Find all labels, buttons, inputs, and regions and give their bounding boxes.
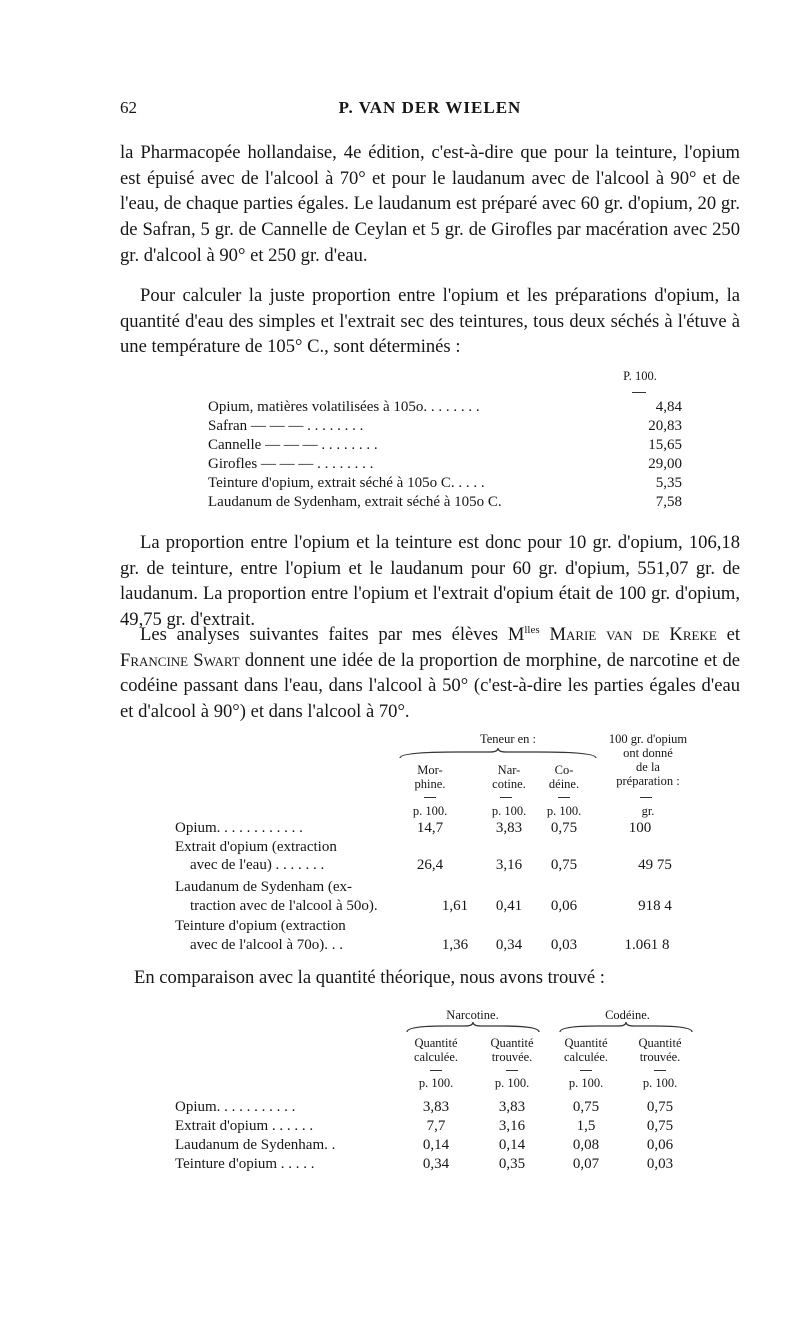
table3-col-2b: trouvée. — [491, 1050, 533, 1064]
table3-col-4b: trouvée. — [639, 1050, 681, 1064]
table3-col-1: Quantité — [414, 1036, 458, 1050]
table2-row-label-cont: traction avec de l'alcool à 50o). — [190, 898, 378, 914]
table2-cell-codeine: 0,03 — [550, 937, 578, 953]
para4-sup: lles — [524, 623, 540, 636]
table3-cell: 3,16 — [498, 1118, 526, 1134]
table3-brace-codeine — [558, 1022, 694, 1034]
table3-cell: 0,08 — [572, 1137, 600, 1153]
table2-row-label-cont: avec de l'alcool à 70o). . . — [190, 937, 344, 953]
table2-row-label-cont: avec de l'eau) . . . . . . . — [190, 857, 325, 873]
table3-cell: 3,83 — [422, 1099, 450, 1115]
table3-col-1b: calculée. — [413, 1050, 459, 1064]
table2-cell-morphine: 14,7 — [416, 820, 444, 836]
table3-col-4: Quantité — [638, 1036, 682, 1050]
table1-unit-header: P. 100. — [623, 369, 657, 383]
table2-col-morphine-2: phine. — [414, 777, 446, 791]
table3-cell: 0,75 — [646, 1099, 674, 1115]
table3-cell: 0,75 — [646, 1118, 674, 1134]
table3-unit: p. 100. — [494, 1076, 530, 1090]
table3-row-label: Extrait d'opium . . . . . . — [175, 1118, 314, 1134]
table2-col-opium-4: préparation : — [616, 774, 680, 788]
running-head: P. VAN DER WIELEN — [338, 98, 522, 117]
table2-cell-codeine: 0,75 — [550, 820, 578, 836]
table2-cell-narcotine: 3,83 — [495, 820, 523, 836]
table3-unit: p. 100. — [418, 1076, 454, 1090]
table1-label: Teinture d'opium, extrait séché à 105o C. . . . . — [208, 475, 485, 491]
para4-before: Les analyses suivantes faites par mes élèves M — [140, 624, 525, 645]
table1-value: 5,35 — [655, 475, 682, 491]
table3-cell: 0,03 — [646, 1156, 674, 1172]
table1-label: Opium, matières volatilisées à 105o. . . . . . . . — [208, 399, 480, 415]
table3-dash — [430, 1070, 442, 1071]
table3-col-3b: calculée. — [563, 1050, 609, 1064]
para4-after: donnent une idée de la proportion de morphine, de narcotine et de codéine passant dans l'eau, dans l'alcool à 50° (c'est-à-dire les parties égales d'eau et d'alcool à 90°) et dans l'alcool à 70°. — [120, 649, 740, 723]
table2-cell-morphine: 26,4 — [416, 857, 444, 873]
table3-cell: 0,14 — [498, 1137, 526, 1153]
table3-row-label: Opium. . . . . . . . . . . — [175, 1099, 296, 1115]
table2-cell-narcotine: 3,16 — [495, 857, 523, 873]
table2-cell-narcotine: 0,41 — [495, 898, 523, 914]
table3-brace-narcotine — [405, 1022, 541, 1034]
para4-between: et — [716, 624, 740, 645]
table3-col-2: Quantité — [490, 1036, 534, 1050]
table2-unit: gr. — [641, 804, 655, 818]
paragraph-5: En comparaison avec la quantité théorique, nous avons trouvé : — [134, 967, 605, 988]
table3-unit: p. 100. — [642, 1076, 678, 1090]
table1-value: 29,00 — [648, 456, 682, 472]
table2-row-label: Opium. . . . . . . . . . . . — [175, 820, 303, 836]
table2-cell-preparation: 1.061 8 — [624, 937, 670, 953]
table2-col-codeine: Co- — [554, 763, 574, 777]
table2-col-narcotine-2: cotine. — [492, 777, 526, 791]
table2-col-opium-1: 100 gr. d'opium — [608, 732, 688, 746]
table1-label: Girofles — — — . . . . . . . . — [208, 456, 374, 472]
table3-group-codeine: Codéine. — [605, 1008, 650, 1022]
table3-cell: 0,34 — [422, 1156, 450, 1172]
table2-unit: p. 100. — [412, 804, 448, 818]
table2-cell-morphine: 1,61 — [441, 898, 469, 914]
table2-col-narcotine: Nar- — [497, 763, 521, 777]
table2-group-header: Teneur en : — [479, 732, 537, 746]
page-number: 62 — [120, 98, 137, 117]
table1-label: Laudanum de Sydenham, extrait séché à 105o C. — [208, 494, 502, 510]
table2-cell-morphine: 1,36 — [441, 937, 469, 953]
table1-value: 7,58 — [655, 494, 682, 510]
table2-row-label: Teinture d'opium (extraction — [175, 918, 346, 934]
table2-unit: p. 100. — [546, 804, 582, 818]
table2-col-codeine-2: déine. — [548, 777, 580, 791]
table3-cell: 7,7 — [426, 1118, 446, 1134]
table2-cell-narcotine: 0,34 — [495, 937, 523, 953]
table2-cell-preparation: 918 4 — [638, 898, 672, 914]
paragraph-3: La proportion entre l'opium et la teinture est donc pour 10 gr. d'opium, 106,18 gr. de teinture, entre l'opium et le laudanum pour 60 gr. d'opium, 551,07 gr. de laudanum. La proportion entre l'opium et l'extrait d'opium était de 100 gr. d'opium, 49,75 gr. d'extrait. — [120, 532, 740, 631]
table1-label: Cannelle — — — . . . . . . . . — [208, 437, 378, 453]
table2-col-opium-2: ont donné — [623, 746, 673, 760]
para4-name-1: Marie van de Kreke — [549, 624, 717, 645]
table2-cell-codeine: 0,06 — [550, 898, 578, 914]
table3-unit: p. 100. — [568, 1076, 604, 1090]
table3-cell: 0,06 — [646, 1137, 674, 1153]
table2-row-label: Laudanum de Sydenham (ex- — [175, 879, 353, 895]
table2-col-opium-3: de la — [636, 760, 660, 774]
table3-row-label: Laudanum de Sydenham. . — [175, 1137, 336, 1153]
paragraph-1: la Pharmacopée hollandaise, 4e édition, c'est-à-dire que pour la teinture, l'opium est épuisé avec de l'alcool à 70° et pour le laudanum avec de l'alcool à 90° et de l'eau, de chaque parties égales. Le laudanum est préparé avec 60 gr. d'opium, 20 gr. de Safran, 5 gr. de Cannelle de Ceylan et 5 gr. de Girofles par macération avec 250 gr. d'alcool à 90° et 250 gr. d'eau. — [120, 142, 740, 266]
table3-cell: 3,83 — [498, 1099, 526, 1115]
table3-cell: 0,75 — [572, 1099, 600, 1115]
table1-value: 15,65 — [648, 437, 682, 453]
table2-col-morphine: Mor- — [417, 763, 443, 777]
table1-label: Safran — — — . . . . . . . . — [208, 418, 364, 434]
para4-name-2: Francine Swart — [120, 649, 240, 671]
table2-cell-preparation: 100 — [628, 820, 652, 836]
table2-unit: p. 100. — [491, 804, 527, 818]
table2-cell-preparation: 49 75 — [638, 857, 672, 873]
table3-dash — [654, 1070, 666, 1071]
table2-cell-codeine: 0,75 — [550, 857, 578, 873]
table3-cell: 0,07 — [572, 1156, 600, 1172]
table3-dash — [506, 1070, 518, 1071]
table3-cell: 1,5 — [576, 1118, 596, 1134]
table3-cell: 0,14 — [422, 1137, 450, 1153]
paragraph-2: Pour calculer la juste proportion entre l'opium et les préparations d'opium, la quantité d'eau des simples et l'extrait sec des teintures, tous deux séchés à l'étuve à une température de 105° C., sont déterminés : — [120, 285, 740, 358]
table3-col-3: Quantité — [564, 1036, 608, 1050]
table2-row-label: Extrait d'opium (extraction — [175, 839, 337, 855]
table1-value: 20,83 — [648, 418, 682, 434]
table3-dash — [580, 1070, 592, 1071]
table3-cell: 0,35 — [498, 1156, 526, 1172]
table3-group-narcotine: Narcotine. — [446, 1008, 499, 1022]
table1-value: 4,84 — [655, 399, 682, 415]
table3-row-label: Teinture d'opium . . . . . — [175, 1156, 315, 1172]
